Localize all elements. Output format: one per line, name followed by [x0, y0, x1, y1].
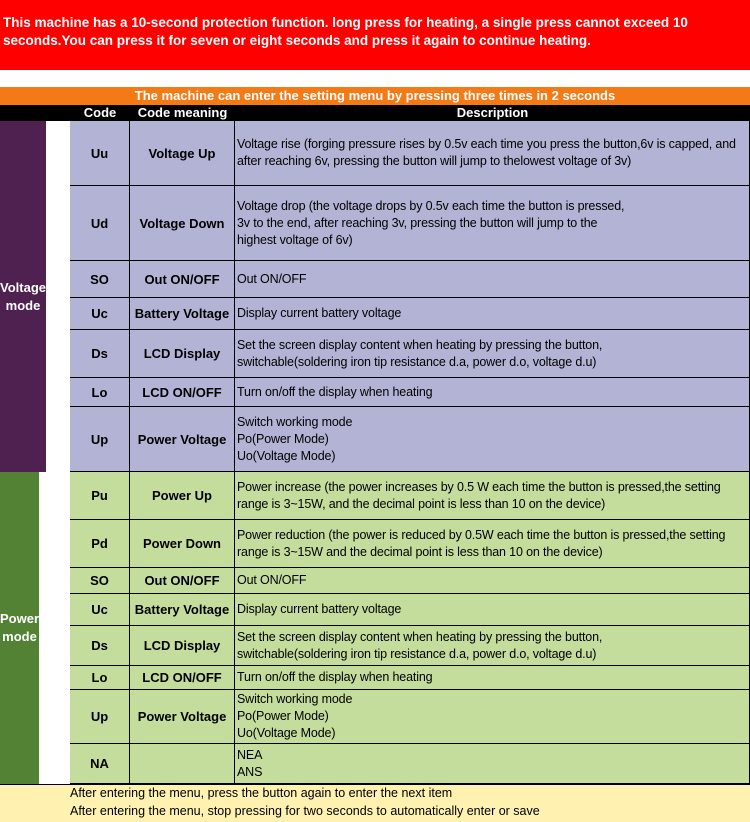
- row-description: Turn on/off the display when heating: [235, 666, 750, 690]
- row-code: SO: [70, 261, 130, 298]
- row-code-meaning: Voltage Up: [130, 121, 235, 186]
- header-code: Code: [70, 105, 130, 121]
- row-code: Ds: [70, 626, 130, 666]
- power-mode-label: Power mode: [0, 472, 39, 784]
- row-code-meaning: Power Down: [130, 520, 235, 568]
- menu-notice-text: The machine can enter the setting menu by pressing three times in 2 seconds: [134, 88, 616, 103]
- row-description: Voltage drop (the voltage drops by 0.5v each time the button is pressed, 3v to the end, after reaching 3v, pressing the button will jump to the highest voltage of 6v): [235, 186, 750, 261]
- menu-notice-bar: [0, 87, 750, 105]
- header-description: Description: [235, 105, 750, 121]
- row-code-meaning: LCD ON/OFF: [130, 378, 235, 407]
- header-blank: [0, 105, 70, 121]
- row-code: Pu: [70, 472, 130, 520]
- row-code: Uu: [70, 121, 130, 186]
- row-code: SO: [70, 568, 130, 594]
- row-code-meaning: LCD Display: [130, 626, 235, 666]
- row-code-meaning: Battery Voltage: [130, 594, 235, 626]
- row-code: NA: [70, 744, 130, 784]
- row-code-meaning: Power Voltage: [130, 690, 235, 744]
- row-description: Display current battery voltage: [235, 594, 750, 626]
- row-description: Power reduction (the power is reduced by 0.5W each time the button is pressed,the setting range is 3~15W and the decimal point is less than 10 on the device): [235, 520, 750, 568]
- row-description: Set the screen display content when heating by pressing the button, switchable(soldering iron tip resistance d.a, power d.o, voltage d.u): [235, 626, 750, 666]
- row-code-meaning: [130, 744, 235, 784]
- footer-line-2: After entering the menu, stop pressing for two seconds to automatically enter or save: [70, 804, 540, 818]
- row-description: Set the screen display content when heating by pressing the button, switchable(soldering iron tip resistance d.a, power d.o, voltage d.u): [235, 330, 750, 378]
- row-description: Voltage rise (forging pressure rises by 0.5v each time you press the button,6v is capped, and after reaching 6v, pressing the button will jump to thelowest voltage of 3v): [235, 121, 750, 186]
- row-code: Up: [70, 690, 130, 744]
- row-code: Ds: [70, 330, 130, 378]
- header-code-meaning: Code meaning: [130, 105, 235, 121]
- protection-notice-banner: [0, 0, 750, 70]
- row-code: Up: [70, 407, 130, 472]
- voltage-mode-label: Voltage mode: [0, 121, 46, 472]
- row-description: NEA ANS: [235, 744, 750, 784]
- row-description: Switch working mode Po(Power Mode) Uo(Voltage Mode): [235, 407, 750, 472]
- row-code: Pd: [70, 520, 130, 568]
- row-description: Switch working mode Po(Power Mode) Uo(Voltage Mode): [235, 690, 750, 744]
- row-code: Lo: [70, 378, 130, 407]
- row-description: Out ON/OFF: [235, 261, 750, 298]
- row-code: Uc: [70, 298, 130, 330]
- row-code-meaning: Out ON/OFF: [130, 261, 235, 298]
- protection-notice-text: This machine has a 10-second protection function. long press for heating, a single press cannot exceed 10 seconds.You can press it for seven or eight seconds and press it again to continue heating.: [3, 15, 688, 48]
- row-code: Lo: [70, 666, 130, 690]
- row-code-meaning: LCD ON/OFF: [130, 666, 235, 690]
- row-description: Display current battery voltage: [235, 298, 750, 330]
- row-code-meaning: Voltage Down: [130, 186, 235, 261]
- footer-notes: [0, 784, 750, 822]
- row-description: Turn on/off the display when heating: [235, 378, 750, 407]
- row-description: Out ON/OFF: [235, 568, 750, 594]
- row-code: Ud: [70, 186, 130, 261]
- row-code-meaning: Battery Voltage: [130, 298, 235, 330]
- row-description: Power increase (the power increases by 0.5 W each time the button is pressed,the setting range is 3~15W, and the decimal point is less than 10 on the device): [235, 472, 750, 520]
- row-code-meaning: Out ON/OFF: [130, 568, 235, 594]
- row-code-meaning: Power Up: [130, 472, 235, 520]
- row-code-meaning: LCD Display: [130, 330, 235, 378]
- row-code: Uc: [70, 594, 130, 626]
- footer-line-1: After entering the menu, press the button again to enter the next item: [70, 786, 453, 800]
- row-code-meaning: Power Voltage: [130, 407, 235, 472]
